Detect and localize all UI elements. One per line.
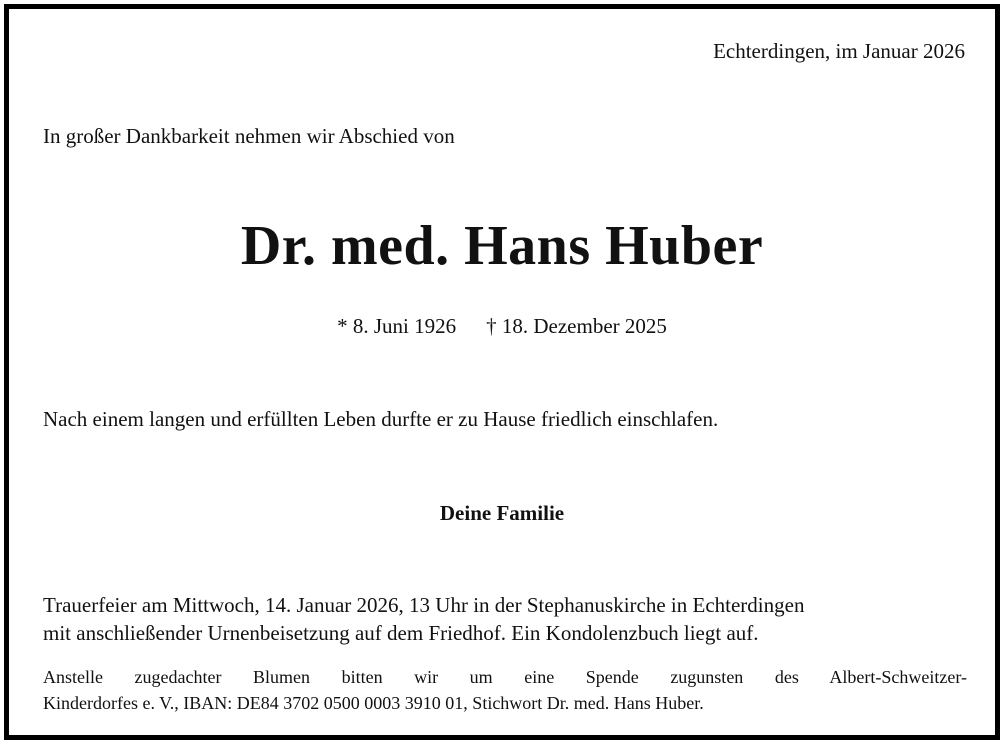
service-line-2: mit anschließender Urnenbeisetzung auf dem Friedhof. Ein Kondolenzbuch liegt auf. [43,621,759,645]
intro-text: In großer Dankbarkeit nehmen wir Abschied von [43,124,455,148]
donation-line-1: Anstelle zugedachter Blumen bitten wir um eine Spende zugunsten des Albert-Schweitzer- [43,667,967,687]
donation-info [43,664,967,716]
deceased-name: Dr. med. Hans Huber [240,215,764,277]
service-line-1: Trauerfeier am Mittwoch, 14. Januar 2026, 13 Uhr in der Stephanuskirche in Echterdingen [43,593,805,617]
passing-text: Nach einem langen und erfüllten Leben durfte er zu Hause friedlich einschlafen. [43,407,719,431]
donation-line-2: Kinderdorfes e. V., IBAN: DE84 3702 0500 0003 3910 01, Stichwort Dr. med. Hans Huber. [43,693,704,713]
life-dates [9,314,995,339]
family-signature: Deine Familie [439,501,565,525]
funeral-service-info [43,591,967,647]
place-date: Echterdingen, im Januar 2026 [713,39,965,63]
birth-date: * 8. Juni 1926 [337,314,457,338]
obituary-frame [4,4,1000,740]
death-date: † 18. Dezember 2025 [486,314,667,338]
